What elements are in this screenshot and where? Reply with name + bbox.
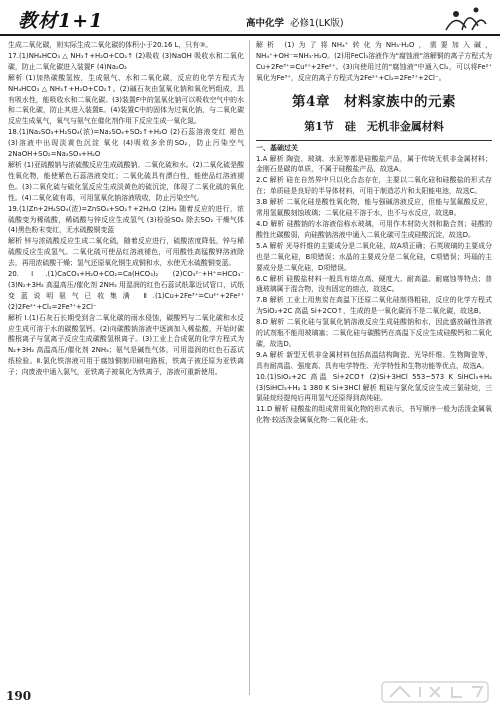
left-paragraph: 19.(1)Zn+2H₂SO₄(浓)=ZnSO₄+SO₂↑+2H₂O (2)H₂ 随着反应的进行，浓硫酸变为稀硫酸，稀硫酸与锌反应生成氢气 (3)检验SO₂ 除去SO₂ 干燥气体 (4)黑色粉末变红，无水硫酸铜变蓝 bbox=[8, 204, 244, 235]
left-paragraph: 18.(1)Na₂SO₃+H₂SO₄(浓)=Na₂SO₄+SO₂↑+H₂O (2)石蕊溶液变红 褪色 (3)溶液中出现淡黄色沉淀 氧化 (4)吸收多余的SO₂，防止污染空气 2NaOH+SO₂=Na₂SO₃+H₂O bbox=[8, 128, 244, 159]
header-plant-decoration-icon bbox=[442, 4, 488, 32]
section-rule bbox=[256, 140, 492, 141]
left-answer-column bbox=[8, 40, 244, 680]
corner-watermark-icon bbox=[380, 679, 490, 705]
header-edition: 必修1(LK版) bbox=[290, 18, 344, 29]
chapter-title: 第4章 材料家族中的元素 bbox=[292, 93, 456, 110]
answer-item: 4.D 解析 硅酸钠的水溶液俗称水玻璃，可用作木材防火剂和黏合剂；硅酸的酸性比碳酸弱，向硅酸钠溶液中通入二氧化碳可生成硅酸沉淀，故选D。 bbox=[256, 219, 492, 239]
right-intro-paragraph: 解析 (1)为了将NH₄⁺转化为NH₃·H₂O，需要加入碱，NH₄⁺+OH⁻=NH₃·H₂O。(2)用FeCl₃溶液作为"腐蚀液"溶解铜的离子方程式为Cu+2Fe³⁺=Cu²⁺+2Fe²⁺。(3)向使用过的"腐蚀液"中通入Cl₂，可以将Fe²⁺氧化为Fe³⁺，反应的离子方程式为2Fe²⁺+Cl₂=2Fe³⁺+2Cl⁻。 bbox=[256, 41, 492, 82]
left-paragraph: 17.(1)NH₄HCO₃ △ NH₃↑+H₂O+CO₂↑ (2)吸收 (3)NaOH 吸收水和二氧化碳，防止二氧化碳进入装置F (4)Na₂O₂ bbox=[8, 51, 244, 71]
answer-item: 11.D 解析 硅酸盐的组成常用氧化物的形式表示，书写顺序一般为活泼金属氧化物·较活泼金属氧化物·二氧化硅·水。 bbox=[256, 405, 492, 425]
column-divider bbox=[249, 40, 250, 695]
answer-item: 9.A 解析 新型无机非金属材料包括高温结构陶瓷、光导纤维、生物陶瓷等，具有耐高温、强度高、具有电学特性、光学特性和生物功能等优点，故选A。 bbox=[256, 350, 492, 370]
left-paragraph: 解析 (1)亚硫酸钠与浓硫酸反应生成硫酸钠、二氧化硫和水。(2)二氧化硫是酸性氧化物，能使紫色石蕊溶液变红；二氧化硫具有漂白性，能使品红溶液褪色。(3)二氧化硫与硫化氢反应生成淡黄色的硫沉淀，体现了二氧化硫的氧化性。(4)二氧化硫有毒，可用氢氧化钠溶液吸收，防止污染空气。 bbox=[8, 160, 244, 202]
header-subject: 高中化学 bbox=[246, 18, 285, 29]
answer-item: 1.A 解析 陶瓷、玻璃、水泥等都是硅酸盐产品，属于传统无机非金属材料；金刚石是碳的单质，不属于硅酸盐产品，故选A。 bbox=[256, 154, 492, 174]
section-title: 第1节 硅 无机非金属材料 bbox=[304, 119, 444, 133]
answer-item: 6.C 解析 硅酸盐材料一般具有熔点高、硬度大、耐高温、耐腐蚀等特点；普通玻璃属于混合物，没有固定的熔点，故选C。 bbox=[256, 274, 492, 294]
answer-item: 8.D 解析 二氧化硅与氢氧化钠溶液反应生成硅酸钠和水，因此盛放碱性溶液的试剂瓶不能用玻璃塞；二氧化硅与碳酸钙在高温下反应生成硅酸钙和二氧化碳，故选D。 bbox=[256, 318, 492, 348]
answer-item: 7.B 解析 工业上用焦炭在高温下还原二氧化硅制得粗硅，反应的化学方程式为SiO₂+2C 高温 Si+2CO↑，生成的是一氧化碳而不是二氧化碳，故选B。 bbox=[256, 296, 492, 316]
answer-item: 2.C 解析 硅在自然界中只以化合态存在，主要以二氧化硅和硅酸盐的形式存在；单质硅是良好的半导体材料，可用于制造芯片和太阳能电池，故选C。 bbox=[256, 176, 492, 196]
right-answer-column bbox=[256, 40, 492, 680]
left-paragraph: 解析 锌与浓硫酸反应生成二氧化硫，随着反应进行，硫酸浓度降低，锌与稀硫酸反应生成氢气。二氧化硫可使品红溶液褪色，可用酸性高锰酸钾溶液除去，再用浓硫酸干燥；氢气还原氧化铜生成铜和水，水使无水硫酸铜变蓝。 bbox=[8, 237, 244, 268]
left-paragraph: 生成二氧化碳，则实际生成二氧化碳的体积小于20.16 L，只有③。 bbox=[8, 41, 213, 49]
left-paragraph: 解析 (1)加热碳酸氢铵，生成氨气、水和二氧化碳，反应的化学方程式为NH₄HCO₃ △ NH₃↑+H₂O+CO₂↑。(2)碱石灰由氢氧化钠和氧化钙组成，具有吸水性，能吸收水和二氧化碳。(3)装置F中的氢氧化钠可以吸收空气中的水和二氧化碳，防止其进入装置E。(4)装置C中的固体为过氧化钠，与二氧化碳反应生成氧气，氧气与氨气在催化剂作用下反应生成一氧化氮。 bbox=[8, 73, 244, 126]
header-course-label bbox=[246, 15, 344, 29]
left-paragraph: 解析 Ⅰ.(1)石灰石长期受到含二氧化碳的雨水侵蚀，碳酸钙与二氧化碳和水反应生成可溶于水的碳酸氢钙。(2)向碳酸钠溶液中逐滴加入稀盐酸，开始时碳酸根离子与氢离子反应生成碳酸氢根离子。(3)工业上合成氨的化学方程式为N₂+3H₂ 高温高压/催化剂 2NH₃；氨气是碱性气体，可用湿润的红色石蕊试纸检验。Ⅱ.氯化铁溶液可用于腐蚀铜制印刷电路板，铁离子被还原为亚铁离子；向废液中通入氯气，亚铁离子被氧化为铁离子，溶液可重新使用。 bbox=[8, 313, 244, 377]
left-paragraph: 20.Ⅰ.(1)CaCO₃+H₂O+CO₂=Ca(HCO₃)₂ (2)CO₃²⁻+H⁺=HCO₃⁻ (3)N₂+3H₂ 高温高压/催化剂 2NH₃ 用湿润的红色石蕊试纸靠近试管口，试纸变蓝说明氨气已收集满 Ⅱ.(1)Cu+2Fe³⁺=Cu²⁺+2Fe²⁺ (2)2Fe²⁺+Cl₂=2Fe³⁺+2Cl⁻ bbox=[8, 270, 244, 311]
exercise-subheading: 一、基础过关 bbox=[256, 143, 298, 152]
book-brand-title: 教材1+1 bbox=[18, 10, 104, 32]
page-number: 190 bbox=[6, 689, 32, 703]
answer-item: 10.(1)SiO₂+2C 高温 Si+2CO↑ (2)Si+3HCl 553~573 K SiHCl₃+H₂ (3)SiHCl₃+H₂ 1 380 K Si+3HCl 解析 粗硅与氯化氢反应生成三氯硅烷，三氯硅烷经提纯后再用氢气还原得到高纯硅。 bbox=[256, 372, 492, 403]
answer-item: 5.A 解析 光导纤维的主要成分是二氧化硅，故A项正确；石英玻璃的主要成分也是二氧化硅，B项错误；水晶的主要成分是二氧化硅，C项错误；玛瑙的主要成分是二氧化硅，D项错误。 bbox=[256, 241, 492, 272]
answer-item: 3.B 解析 二氧化硅是酸性氧化物，能与强碱溶液反应，但能与氢氟酸反应，常用氢氟酸刻蚀玻璃；二氧化硅不溶于水，也不与水反应，故选B。 bbox=[256, 198, 492, 218]
page-header bbox=[0, 0, 500, 36]
